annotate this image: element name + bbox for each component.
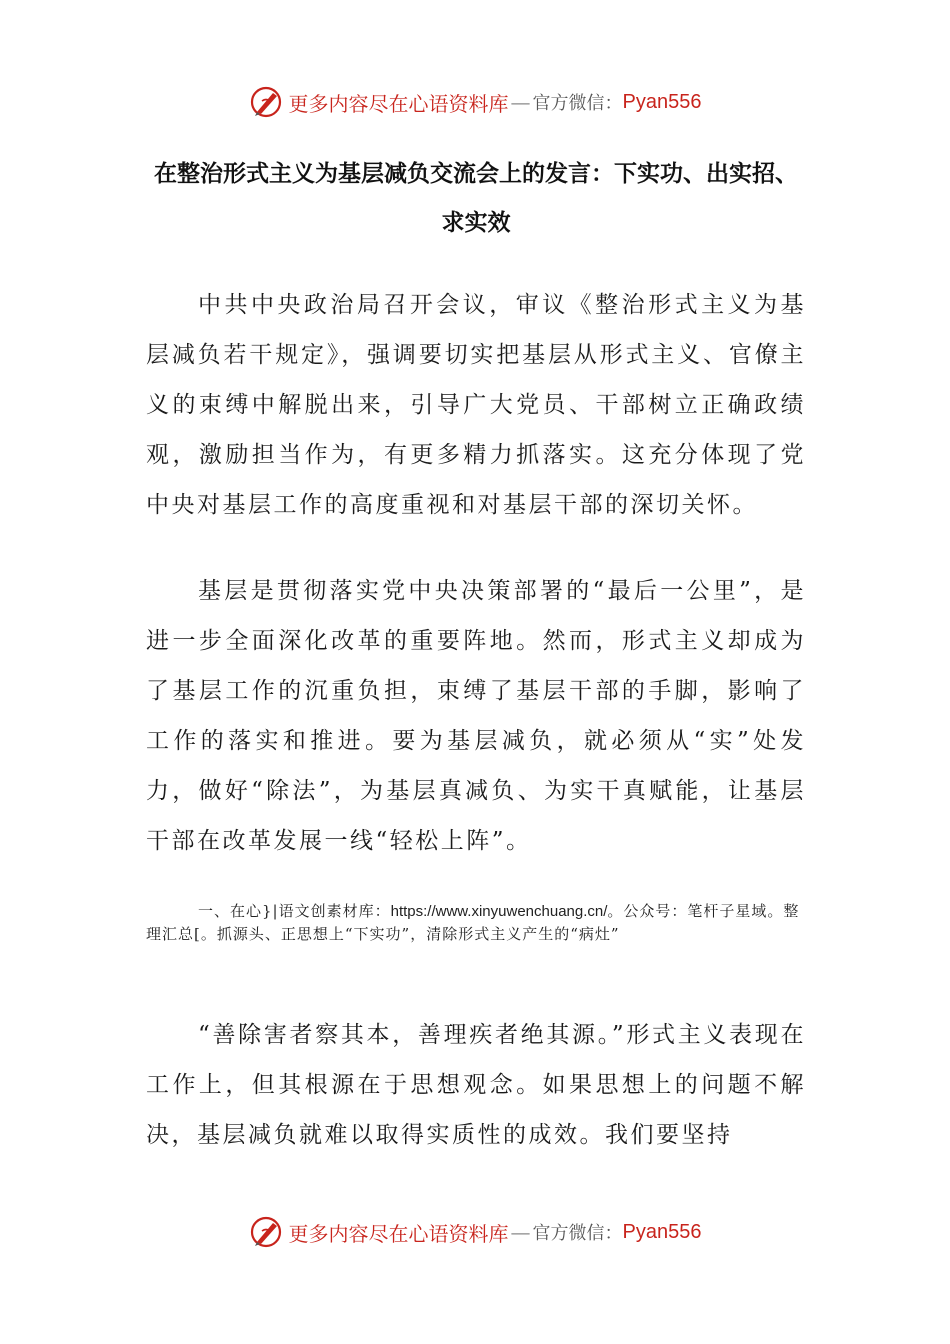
- footer-banner: [0, 1210, 950, 1254]
- banner-dash: —: [510, 1220, 531, 1244]
- header-banner: [0, 80, 950, 124]
- document-title: 在整治形式主义为基层减负交流会上的发言：下实功、出实招、求实效: [154, 161, 798, 236]
- note-url: https://www.xinyuwenchuang.cn/: [390, 903, 608, 920]
- paragraph-3: “善除害者察其本，善理疾者绝其源。”形式主义表现在工作上，但其根源在于思想观念。如果思想上的问题不解决，基层减负就难以取得实质性的成效。我们要坚持: [146, 1022, 806, 1148]
- note-prefix: 一、在心}|语文创素材库：: [198, 902, 391, 920]
- banner-slogan: 更多内容尽在心语资料库: [288, 1221, 509, 1246]
- banner-wechat-label: 官方微信：: [532, 93, 623, 114]
- source-note: [146, 900, 806, 946]
- banner-wechat-id: Pyan556: [622, 1220, 702, 1243]
- paragraph-2: 基层是贯彻落实党中央决策部署的“最后一公里”，是进一步全面深化改革的重要阵地。然而，形式主义却成为了基层工作的沉重负担，束缚了基层干部的手脚，影响了工作的落实和推进。要为基层减负，就必须从“实”处发力，做好“除法”，为基层真减负、为实干真赋能，让基层干部在改革发展一线“轻松上阵”。: [146, 578, 806, 854]
- note-suffix: 。公众号：笔杆子星域。整理汇总[。抓源头、正思想上“下实功”，清除形式主义产生的“病灶”: [146, 902, 800, 943]
- banner-wechat-id: Pyan556: [622, 90, 702, 113]
- banner-slogan: 更多内容尽在心语资料库: [288, 91, 509, 116]
- pen-logo-icon: [249, 84, 285, 120]
- paragraph-1: 中共中央政治局召开会议，审议《整治形式主义为基层减负若干规定》，强调要切实把基层从形式主义、官僚主义的束缚中解脱出来，引导广大党员、干部树立正确政绩观，激励担当作为，有更多精力抓落实。这充分体现了党中央对基层工作的高度重视和对基层干部的深切关怀。: [146, 292, 806, 518]
- pen-logo-icon: [249, 1214, 285, 1250]
- banner-dash: —: [510, 90, 531, 114]
- banner-wechat-label: 官方微信：: [532, 1223, 623, 1244]
